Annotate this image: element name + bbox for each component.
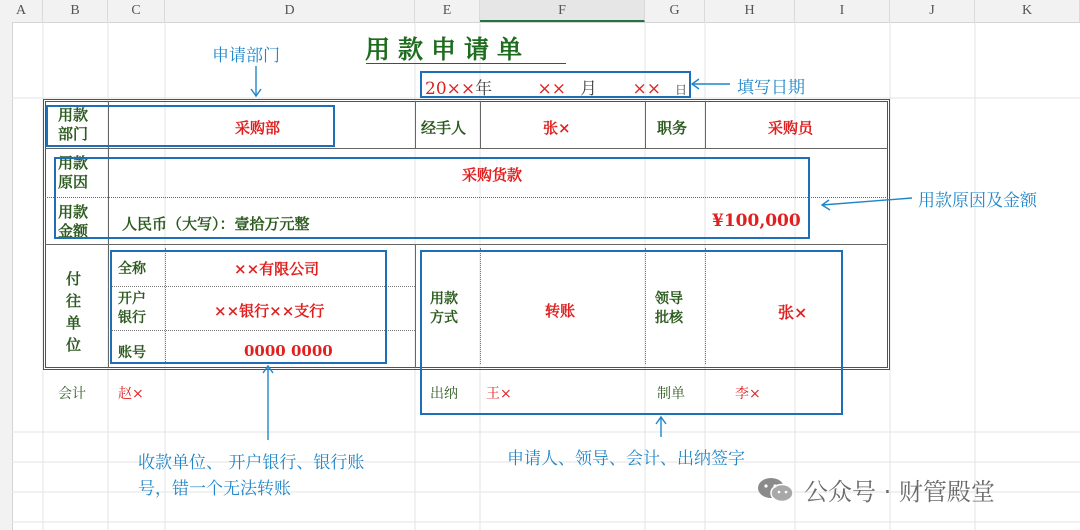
annotation-payee-line1: 收款单位、 开户银行、银行账 xyxy=(138,453,365,473)
position-value[interactable]: 采购员 xyxy=(768,119,814,137)
reason-value[interactable]: 采购货款 xyxy=(462,166,523,184)
bank-value[interactable]: ××银行××支行 xyxy=(214,302,325,320)
date-year-label: 年 xyxy=(475,79,493,99)
date-day-mark: ×× xyxy=(632,79,661,99)
column-header-c[interactable]: C xyxy=(108,0,165,22)
date-month-mark: ×× xyxy=(537,79,567,99)
annotation-reason-amount: 用款原因及金额 xyxy=(918,191,1037,211)
amount-number[interactable]: ¥100,000 xyxy=(712,211,801,231)
date-day-label: 日 xyxy=(674,83,687,97)
bank-label: 开户 银行 xyxy=(118,291,146,326)
column-header-f[interactable]: F xyxy=(480,0,645,22)
column-header-e[interactable]: E xyxy=(415,0,480,22)
accountant-label: 会计 xyxy=(58,386,86,402)
dept-value[interactable]: 采购部 xyxy=(235,119,281,137)
payee-name-label: 全称 xyxy=(118,261,146,277)
watermark xyxy=(756,472,995,507)
column-header-j[interactable]: J xyxy=(890,0,975,22)
accountant-value[interactable]: 赵× xyxy=(118,386,144,402)
column-header-b[interactable]: B xyxy=(43,0,108,22)
column-header-g[interactable]: G xyxy=(645,0,705,22)
column-header-k[interactable]: K xyxy=(975,0,1080,22)
annotation-payee-line2: 号，错一个无法转账 xyxy=(138,479,291,499)
handler-label: 经手人 xyxy=(421,119,467,137)
wechat-icon xyxy=(756,475,796,505)
approve-value[interactable]: 张× xyxy=(778,303,808,322)
method-label: 用款 方式 xyxy=(430,291,458,326)
date-month-label: 月 xyxy=(580,79,598,99)
column-header-a[interactable]: A xyxy=(0,0,43,22)
date-year-mark: ×× xyxy=(446,79,476,99)
watermark-text: 公众号 · 财管殿堂 xyxy=(804,478,995,506)
approve-label: 领导 批核 xyxy=(655,291,683,326)
cashier-label: 出纳 xyxy=(430,386,458,402)
payee-label: 付往单位 xyxy=(66,270,82,354)
annotation-date: 填写日期 xyxy=(737,78,805,98)
column-header-d[interactable]: D xyxy=(165,0,415,22)
method-value[interactable]: 转账 xyxy=(545,302,576,320)
handler-value[interactable]: 张× xyxy=(543,119,571,137)
column-header-i[interactable]: I xyxy=(795,0,890,22)
cashier-value[interactable]: 王× xyxy=(486,386,512,402)
maker-label: 制单 xyxy=(657,386,685,402)
annotation-signers: 申请人、领导、会计、出纳签字 xyxy=(507,449,745,469)
account-value[interactable]: 0000 0000 xyxy=(244,342,333,360)
account-label: 账号 xyxy=(118,345,146,361)
date-year-prefix: 20 xyxy=(425,79,447,99)
column-header-h[interactable]: H xyxy=(705,0,795,22)
reason-label: 用款 原因 xyxy=(58,154,89,191)
payee-name-value[interactable]: ××有限公司 xyxy=(234,260,320,278)
amount-in-words[interactable]: 人民币（大写）：壹拾万元整 xyxy=(122,215,310,233)
position-label: 职务 xyxy=(657,119,688,137)
annotation-dept: 申请部门 xyxy=(212,46,280,66)
form-title: 用款申请单 xyxy=(365,35,531,64)
maker-value[interactable]: 李× xyxy=(735,386,761,402)
amount-label: 用款 金额 xyxy=(58,203,89,240)
dept-label: 用款 部门 xyxy=(58,106,89,143)
